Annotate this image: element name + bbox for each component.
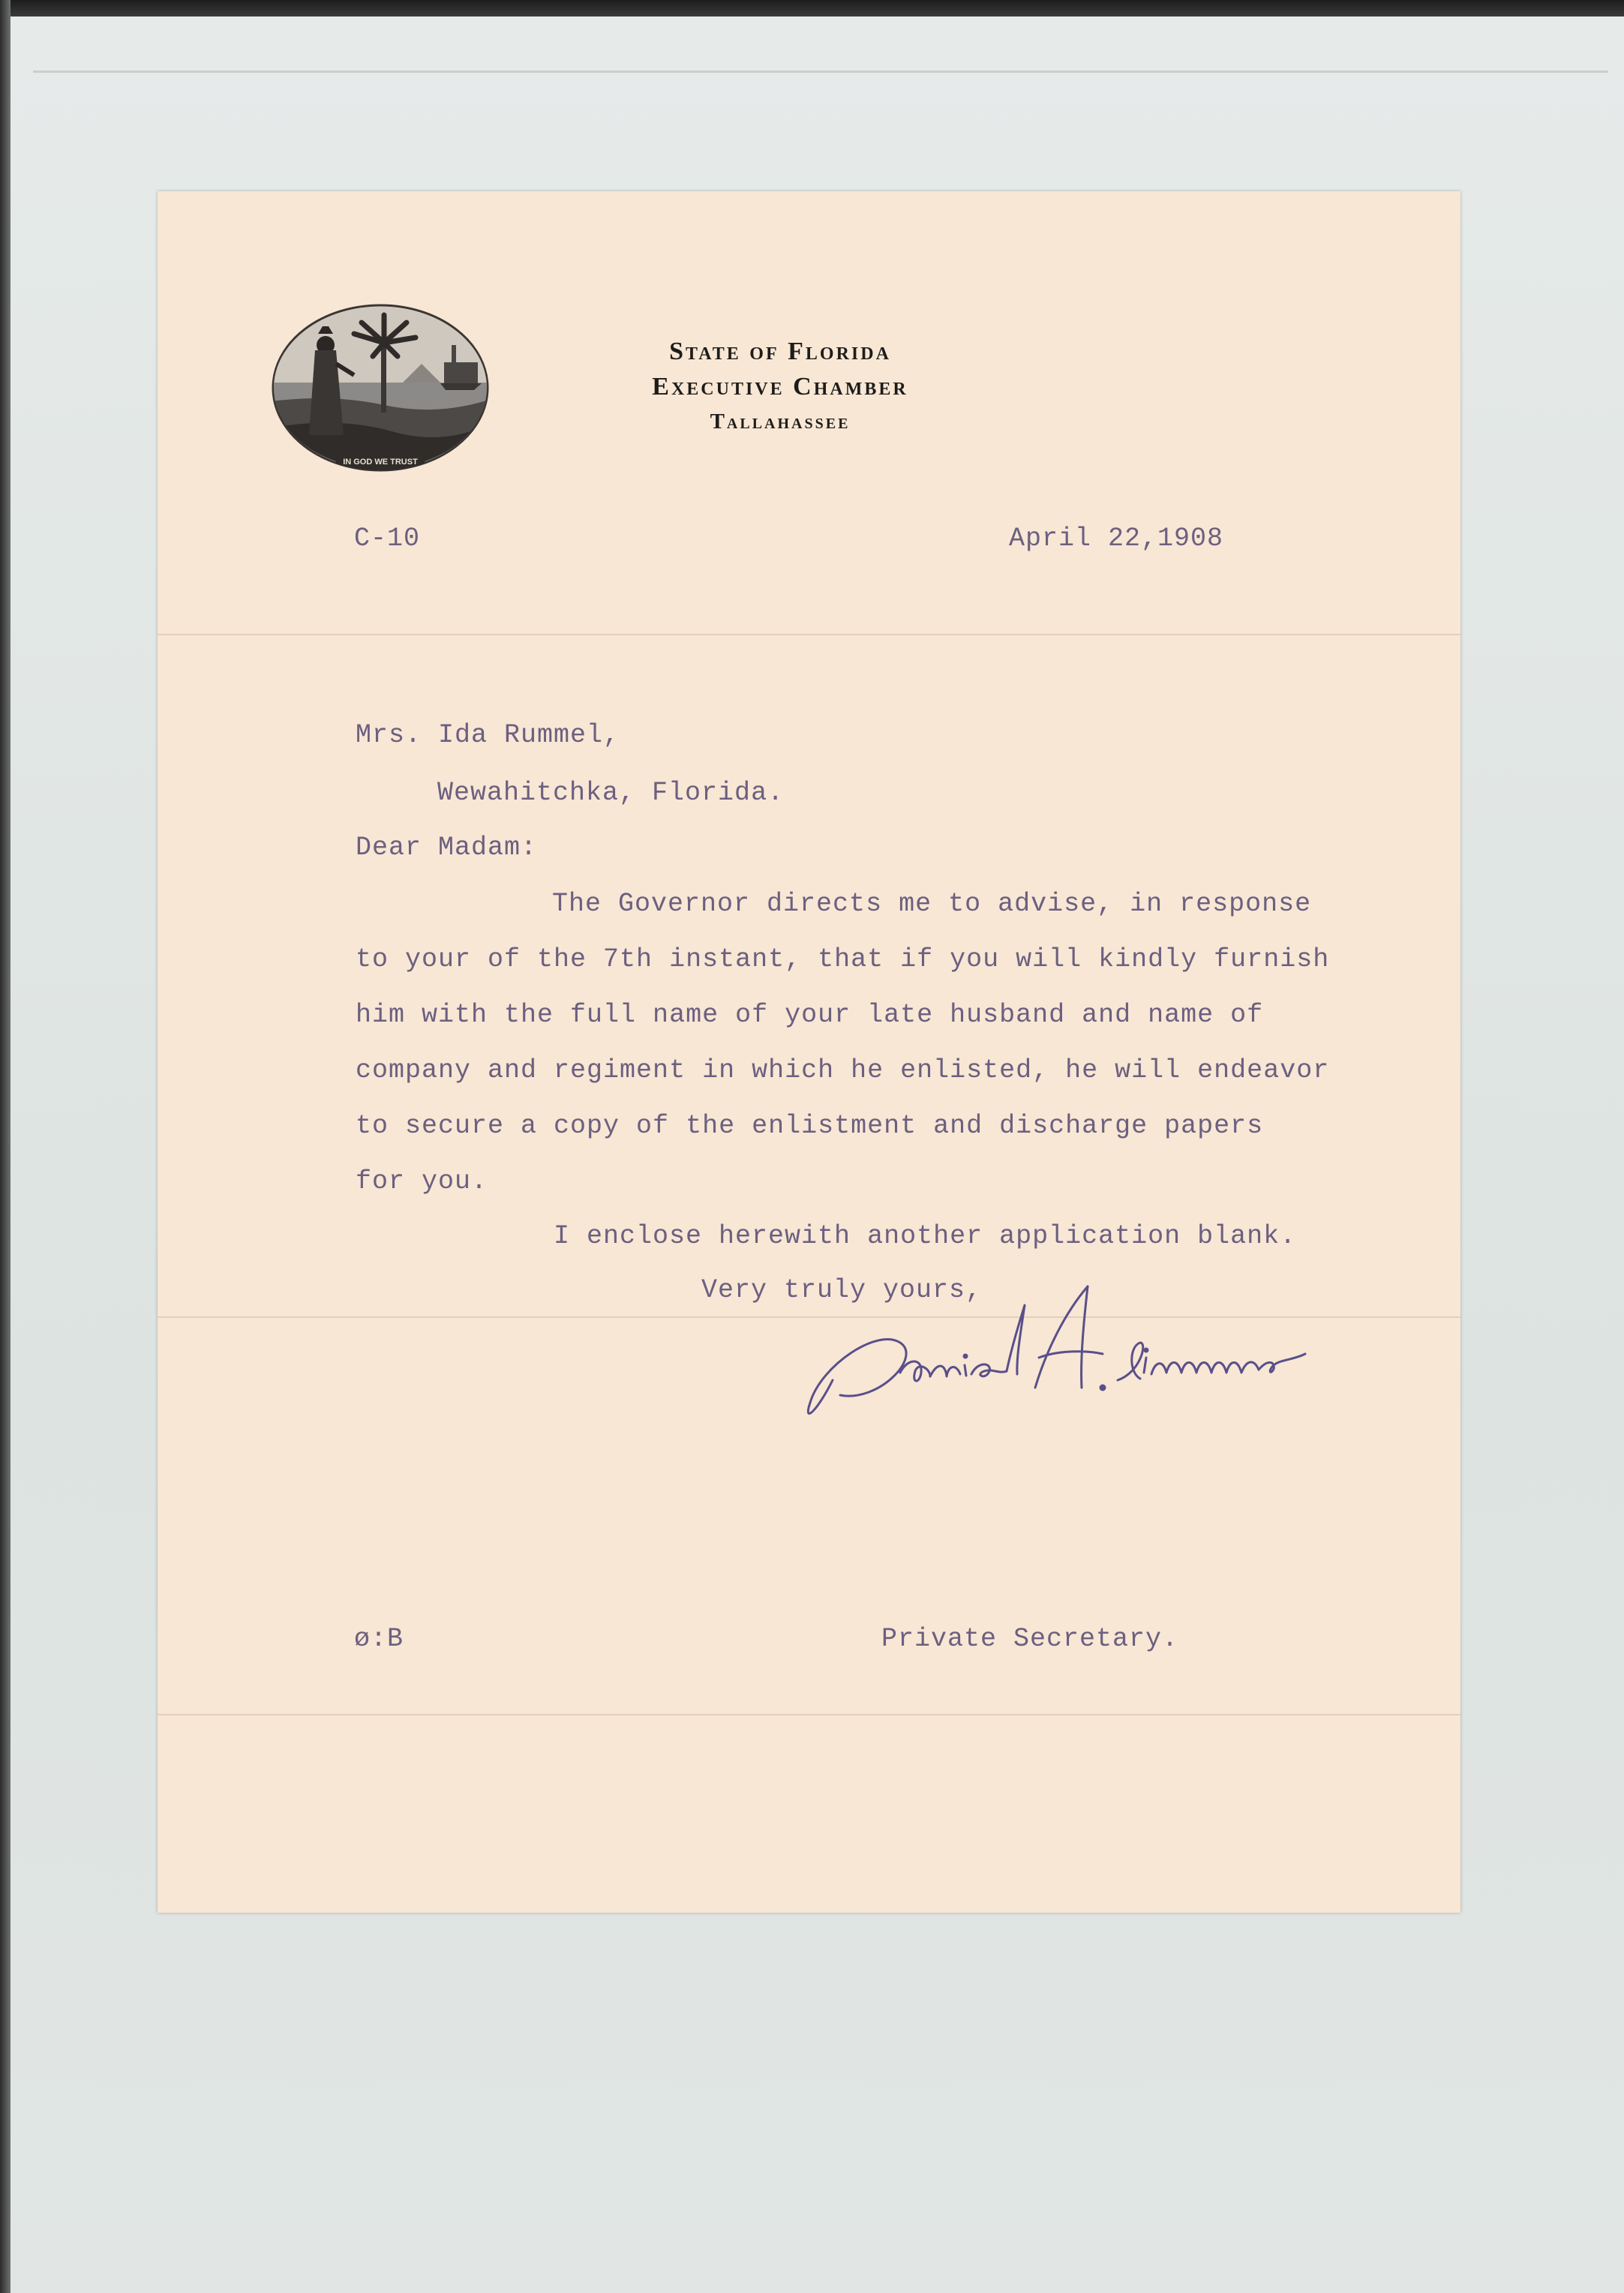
recipient-name: Mrs. Ida Rummel, — [356, 720, 620, 750]
fold-crease — [158, 634, 1460, 635]
salutation: Dear Madam: — [356, 833, 538, 863]
florida-seal-icon — [272, 304, 489, 473]
fold-crease — [158, 1714, 1460, 1715]
body-line: The Governor directs me to advise, in response — [552, 889, 1312, 919]
board-edge-line — [33, 71, 1608, 73]
letter-date: April 22,1908 — [1009, 524, 1224, 554]
letterhead-state: State of Florida — [669, 338, 891, 365]
body-line: to secure a copy of the enlistment and discharge papers — [356, 1111, 1264, 1141]
svg-text:IN GOD WE TRUST: IN GOD WE TRUST — [343, 458, 418, 467]
signer-title: Private Secretary. — [881, 1624, 1179, 1654]
letterhead — [608, 334, 953, 440]
scanner-top-edge — [0, 0, 1624, 17]
enclosure-note: I enclose herewith another application blank. — [554, 1221, 1297, 1251]
recipient-address: Wewahitchka, Florida. — [437, 778, 785, 808]
body-line: him with the full name of your late husband and name of — [356, 1000, 1264, 1030]
scanner-left-edge — [0, 0, 11, 2293]
letterhead-city: Tallahassee — [710, 410, 851, 434]
letter-sheet — [158, 191, 1460, 1913]
reference-code: C-10 — [354, 524, 421, 554]
body-line: for you. — [356, 1166, 488, 1196]
handwritten-signature — [788, 1275, 1388, 1440]
letterhead-office: Executive Chamber — [652, 373, 908, 401]
complimentary-close: Very truly yours, — [701, 1275, 983, 1305]
body-line: to your of the 7th instant, that if you will kindly furnish — [356, 944, 1330, 974]
typist-initials: ø:B — [354, 1624, 404, 1654]
body-line: company and regiment in which he enlisted, he will endeavor — [356, 1055, 1330, 1085]
